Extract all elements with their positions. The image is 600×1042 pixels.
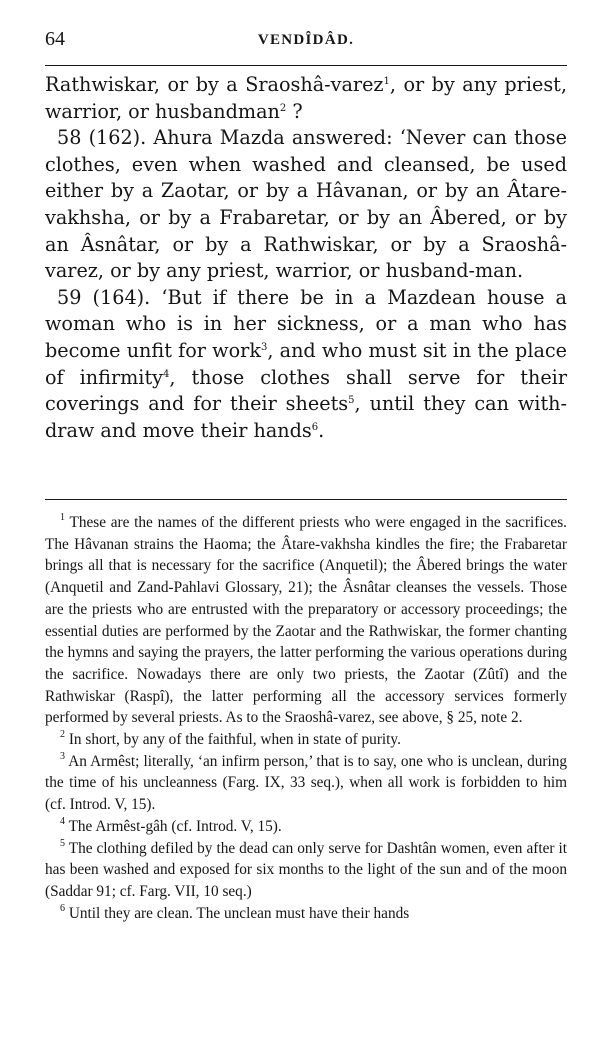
footnote-number: 2: [60, 729, 65, 741]
footnote-number: 6: [60, 902, 65, 914]
footnote: $^3$ An Armêst; literally, ‘an infirm person,’ that is to say, one who is unclean, during the time of his uncleanness (Farg. IX, 33 seq.), when all work is forbidden to him (cf. Introd. V, 15).: [45, 750, 568, 814]
footnote-ref: 5: [348, 395, 355, 407]
footnote-ref: 1: [383, 76, 390, 87]
footnote-ref: 3: [260, 341, 268, 353]
running-title: VENDÎDÂD.: [257, 32, 355, 48]
paragraph-58: 58 (162). Ahura Mazda answered: ‘Never can those clothes, even when washed and cleansed, be used either by a Zaotar, or by a Hâvanan, or by an Âtare-vakhsha, or by a Frabaretar, or by an Âbered, or by an Âsnâtar, or by a Rathwiskar, or by a Sraoshâ-varez, or by any priest, warrior, or husband-man.: [45, 126, 567, 283]
footnote-ref: 2: [279, 102, 287, 114]
footnote: $^2$ In short, by any of the faithful, when in state of purity.: [60, 729, 401, 749]
page-number: 64: [45, 28, 65, 50]
footnote-number: 1: [60, 512, 65, 523]
footnote: $^4$ The Armêst-gâh (cf. Introd. V, 15).: [60, 815, 282, 835]
paragraph-continuation: Rathwiskar, or by a Sraoshâ-varez$^1$, or by any priest, warrior, or husbandman$^2$ ?: [45, 73, 567, 123]
footnote-rule: [45, 499, 567, 500]
footnote: $^5$ The clothing defiled by the dead can only serve for Dashtân women, even after it has been washed and exposed for six months to the light of the sun and of the moon (Saddar 91; cf. Farg. VII, 10 seq.): [45, 837, 567, 900]
main-text: [45, 72, 567, 444]
page-header: [45, 22, 567, 56]
footnote-ref: 4: [163, 368, 170, 380]
paragraph-59: 59 (164). ‘But if there be in a Mazdean house a woman who is in her sickness, or a man who has become unfit for work$^3$, and who must sit in the place of infirmity$^4$, those clothes shall serve for their coverings and for their sheets$^5$, until they can with-draw and move their hands$^6$.: [45, 285, 568, 442]
footnote: $^6$ Until they are clean. The unclean must have their hands: [60, 902, 410, 922]
footnote: $^1$ These are the names of the different priests who were engaged in the sacrifices. The Hâvanan strains the Haoma; the Âtare-vakhsha kindles the fire; the Frabaretar brings all that is necessary for the sacrifice (Anquetil); the Âbered brings the water (Anquetil and Zand-Pahlavi Glossary, 21); the Âsnâtar cleanses the vessels. Those are the priests who are entrusted with the preparatory or accessory proceedings; the essential duties are performed by the Zaotar and the Rathwiskar, the former chanting the hymns and saying the prayers, the latter performing the various operations during the sacrifice. Nowadays there are only two priests, the Zaotar (Zûtî) and the Rathwiskar (Raspî), the latter performing all the accessory services formerly performed by several priests. As to the Sraoshâ-varez, see above, § 25, note 2.: [45, 512, 567, 727]
footnote-number: 5: [60, 837, 65, 849]
footnote-ref: 6: [311, 421, 319, 433]
footnote-number: 4: [60, 815, 65, 827]
header-rule: [45, 65, 567, 66]
footnotes: [45, 512, 567, 924]
footnote-number: 3: [60, 750, 65, 762]
